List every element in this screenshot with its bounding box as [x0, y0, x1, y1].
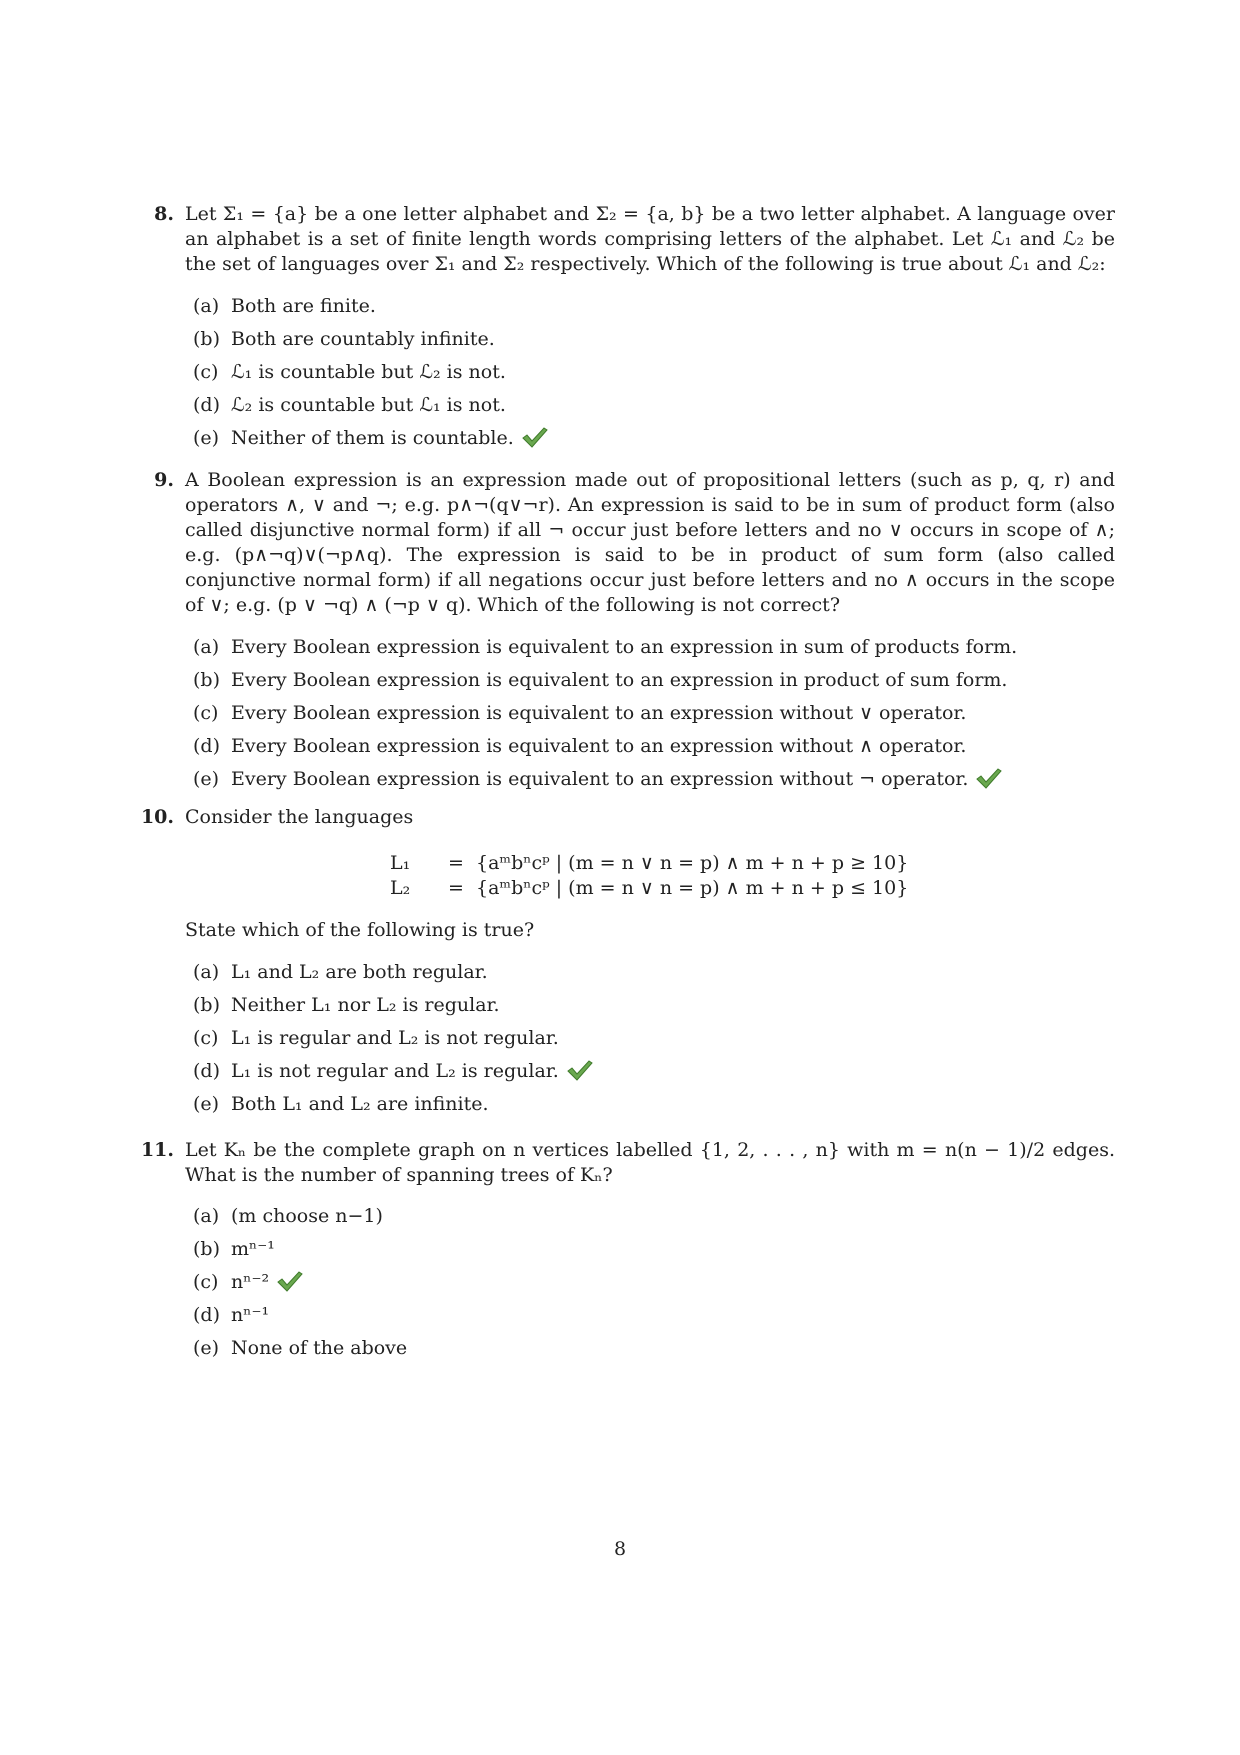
option-d[interactable] — [193, 393, 1093, 426]
option-label: (d) — [193, 1304, 220, 1326]
page-number: 8 — [613, 1538, 627, 1560]
option-b[interactable] — [193, 668, 1093, 701]
option-text: mⁿ⁻¹ — [231, 1238, 275, 1260]
option-label: (d) — [193, 1060, 220, 1082]
option-label: (d) — [193, 735, 220, 757]
equation-block — [390, 851, 908, 901]
equation-rhs: {aᵐbⁿcᵖ | (m = n ∨ n = p) ∧ m + n + p ≤ 10} — [476, 877, 909, 899]
option-text: Both are finite. — [231, 295, 376, 317]
option-label: (c) — [193, 361, 219, 383]
option-text: L₁ is not regular and L₂ is regular. — [231, 1060, 559, 1082]
option-label: (b) — [193, 328, 220, 350]
option-label: (b) — [193, 669, 220, 691]
options-list — [193, 960, 1093, 1125]
checkmark-icon — [277, 1270, 303, 1292]
option-e[interactable] — [193, 426, 1093, 459]
option-d[interactable] — [193, 1303, 1093, 1336]
option-label: (a) — [193, 961, 220, 983]
option-label: (e) — [193, 768, 220, 790]
equation-row — [390, 876, 908, 901]
option-text: Every Boolean expression is equivalent to an expression without ¬ operator. — [231, 768, 969, 790]
option-e[interactable] — [193, 767, 1093, 800]
option-c[interactable] — [193, 1026, 1093, 1059]
option-label: (e) — [193, 1093, 220, 1115]
question-prompt: State which of the following is true? — [185, 919, 535, 941]
question-stem: Let Kₙ be the complete graph on n vertices labelled {1, 2, . . . , n} with m = n(n − 1)/2 edges. What is the number of spanning trees of Kₙ? — [185, 1139, 1115, 1186]
question-stem: A Boolean expression is an expression made out of propositional letters (such as p, q, r) and operators ∧, ∨ and ¬; e.g. p∧¬(q∨¬r). An expression is said to be in sum of product form (also called disjunctive normal form) if all ¬ occur just before letters and no ∨ occurs in scope of ∧; e.g. (p∧¬q)∨(¬p∧q). The expression is said to be in product of sum form (also called conjunctive normal form) if all negations occur just before letters and no ∧ occurs in the scope of ∨; e.g. (p ∨ ¬q) ∧ (¬p ∨ q). Which of the following is not correct? — [185, 469, 1115, 616]
options-list — [193, 1204, 1093, 1369]
question-number: 9. — [154, 469, 174, 491]
option-text: L₁ and L₂ are both regular. — [231, 961, 488, 983]
options-list — [193, 294, 1093, 459]
option-c[interactable] — [193, 360, 1093, 393]
equation-equals: = — [448, 852, 464, 874]
option-c[interactable] — [193, 701, 1093, 734]
option-a[interactable] — [193, 960, 1093, 993]
option-label: (c) — [193, 1027, 219, 1049]
option-label: (a) — [193, 1205, 220, 1227]
option-text: Every Boolean expression is equivalent to an expression in product of sum form. — [231, 669, 1008, 691]
option-label: (c) — [193, 1271, 219, 1293]
option-label: (a) — [193, 295, 220, 317]
option-text: None of the above — [231, 1337, 408, 1359]
checkmark-icon — [522, 426, 548, 448]
question-stem: Consider the languages — [185, 806, 414, 828]
option-text: Every Boolean expression is equivalent to an expression in sum of products form. — [231, 636, 1018, 658]
equation-lhs: L₁ — [390, 852, 411, 874]
equation-lhs: L₂ — [390, 877, 411, 899]
option-e[interactable] — [193, 1336, 1093, 1369]
question-number: 11. — [140, 1139, 174, 1161]
option-label: (e) — [193, 1337, 220, 1359]
option-a[interactable] — [193, 635, 1093, 668]
option-a[interactable] — [193, 1204, 1093, 1237]
option-text: ℒ₁ is countable but ℒ₂ is not. — [231, 361, 506, 383]
option-text: Both are countably infinite. — [231, 328, 495, 350]
checkmark-icon — [567, 1059, 593, 1081]
option-text: Both L₁ and L₂ are infinite. — [231, 1093, 489, 1115]
option-label: (c) — [193, 702, 219, 724]
question-stem: Let Σ₁ = {a} be a one letter alphabet and Σ₂ = {a, b} be a two letter alphabet. A language over an alphabet is a set of finite length words comprising letters of the alphabet. Let ℒ₁ and ℒ₂ be the set of languages over Σ₁ and Σ₂ respectively. Which of the following is true about ℒ₁ and ℒ₂: — [185, 203, 1115, 275]
checkmark-icon — [976, 767, 1002, 789]
equation-equals: = — [448, 877, 464, 899]
option-text: Every Boolean expression is equivalent to an expression without ∨ operator. — [231, 702, 967, 724]
option-d[interactable] — [193, 1059, 1093, 1092]
option-label: (b) — [193, 1238, 220, 1260]
equation-row — [390, 851, 908, 876]
option-b[interactable] — [193, 993, 1093, 1026]
equation-rhs: {aᵐbⁿcᵖ | (m = n ∨ n = p) ∧ m + n + p ≥ 10} — [476, 852, 909, 874]
question-number: 10. — [140, 806, 174, 828]
option-text: L₁ is regular and L₂ is not regular. — [231, 1027, 559, 1049]
option-text: Neither of them is countable. — [231, 427, 514, 449]
option-label: (b) — [193, 994, 220, 1016]
option-a[interactable] — [193, 294, 1093, 327]
option-text: Neither L₁ nor L₂ is regular. — [231, 994, 500, 1016]
option-label: (a) — [193, 636, 220, 658]
option-b[interactable] — [193, 327, 1093, 360]
option-label: (e) — [193, 427, 220, 449]
options-list — [193, 635, 1093, 800]
option-c[interactable] — [193, 1270, 1093, 1303]
option-text: ℒ₂ is countable but ℒ₁ is not. — [231, 394, 506, 416]
option-text: nⁿ⁻² — [231, 1271, 270, 1293]
option-label: (d) — [193, 394, 220, 416]
option-text: nⁿ⁻¹ — [231, 1304, 270, 1326]
question-number: 8. — [154, 203, 174, 225]
option-d[interactable] — [193, 734, 1093, 767]
option-text: (m choose n−1) — [231, 1205, 383, 1227]
option-text: Every Boolean expression is equivalent to an expression without ∧ operator. — [231, 735, 967, 757]
option-b[interactable] — [193, 1237, 1093, 1270]
option-e[interactable] — [193, 1092, 1093, 1125]
